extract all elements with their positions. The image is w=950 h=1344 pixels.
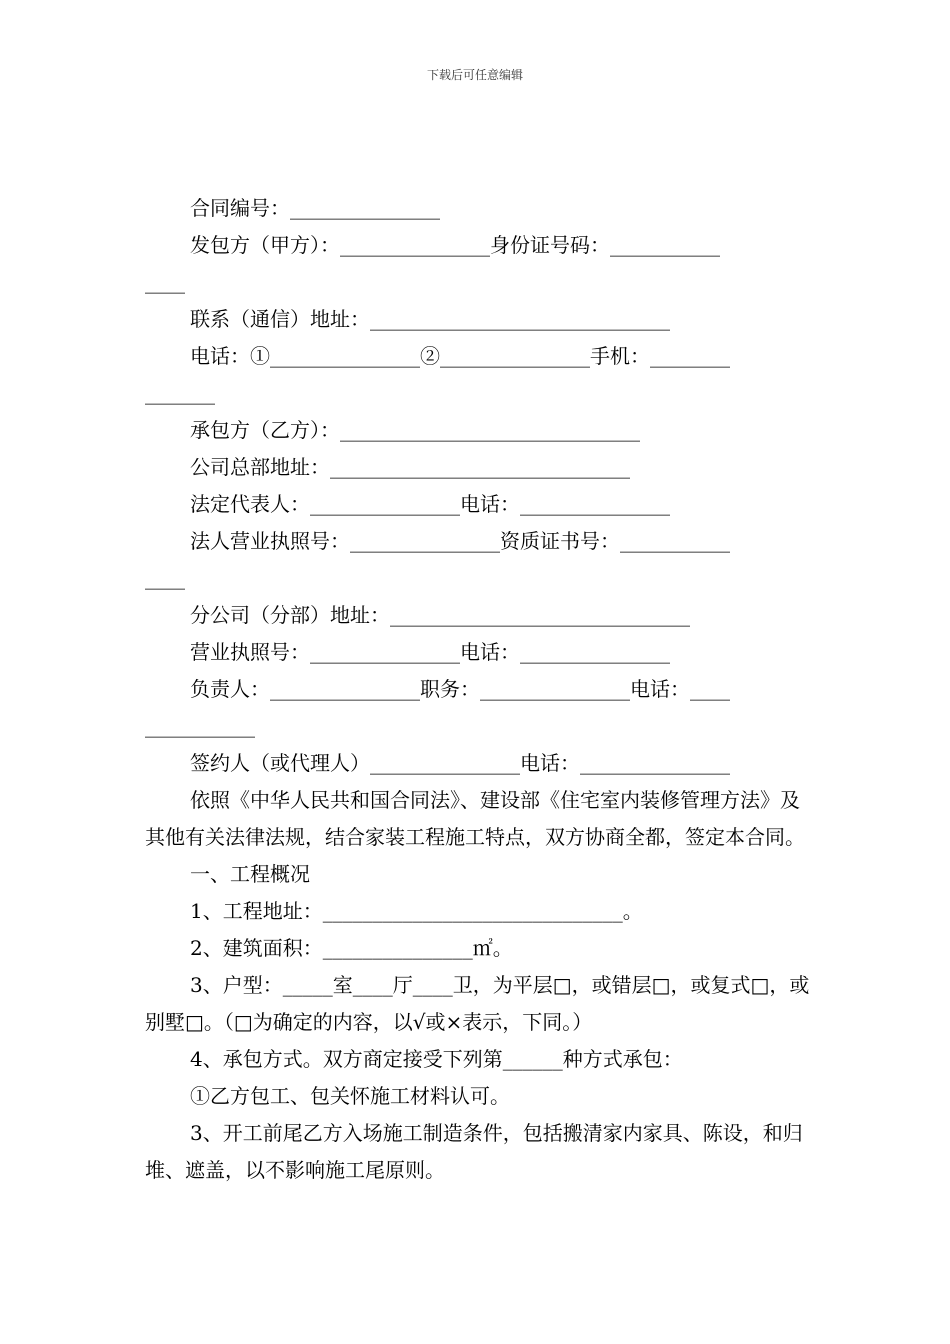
text-line: 联系（通信）地址：______________________________ [190, 307, 670, 331]
paragraph: 依照《中华人民共和国合同法》、建设部《住宅室内装修管理方法》及其他有关法律法规，结合家装工程施工特点，双方协商全都，签定本合同。 [145, 788, 805, 849]
text-line: ①乙方包工、包关怀施工材料认可。 [190, 1084, 510, 1108]
text-line: _______ [145, 381, 215, 405]
text-line: 发包方（甲方）：_______________身份证号码：___________ [190, 233, 720, 257]
paragraph: 3、开工前尾乙方入场施工制造条件，包括搬清家内家具、陈设，和归堆、遮盖，以不影响施工尾原则。 [145, 1121, 803, 1182]
text-line: 公司总部地址：______________________________ [190, 455, 630, 479]
text-line: 分公司（分部）地址：______________________________ [190, 603, 690, 627]
text-line: 4、承包方式。双方商定接受下列第______种方式承包： [190, 1047, 683, 1071]
paragraph: 3、户型：_____室____厅____卫，为平层□，或错层□，或复式□，或别墅□。（□为确定的内容，以√或×表示，下同。） [145, 973, 810, 1034]
page-header: 下载后可任意编辑 [426, 68, 523, 82]
text-line: 承包方（乙方）：______________________________ [190, 418, 640, 442]
text-line: 法定代表人：_______________电话：_______________ [190, 492, 670, 516]
text-line: ____ [145, 270, 185, 294]
text-line: 负责人：_______________职务：_______________电话：____ [190, 677, 730, 701]
text-line: 一、工程概况 [190, 862, 310, 886]
text-line: 营业执照号：_______________电话：_______________ [190, 640, 670, 664]
text-line: ___________ [145, 714, 255, 738]
text-line: 2、建筑面积：_______________㎡。 [190, 936, 513, 960]
contract-body [145, 190, 813, 1189]
text-line: 1、工程地址：______________________________。 [190, 899, 643, 923]
text-line: 法人营业执照号：_______________资质证书号：___________ [190, 529, 730, 553]
text-line: 电话：①_______________②_______________手机：________ [190, 344, 730, 368]
text-line: 合同编号：_______________ [190, 196, 440, 220]
text-line: 签约人（或代理人）_______________电话：_______________ [190, 751, 730, 775]
text-line: ____ [145, 566, 185, 590]
